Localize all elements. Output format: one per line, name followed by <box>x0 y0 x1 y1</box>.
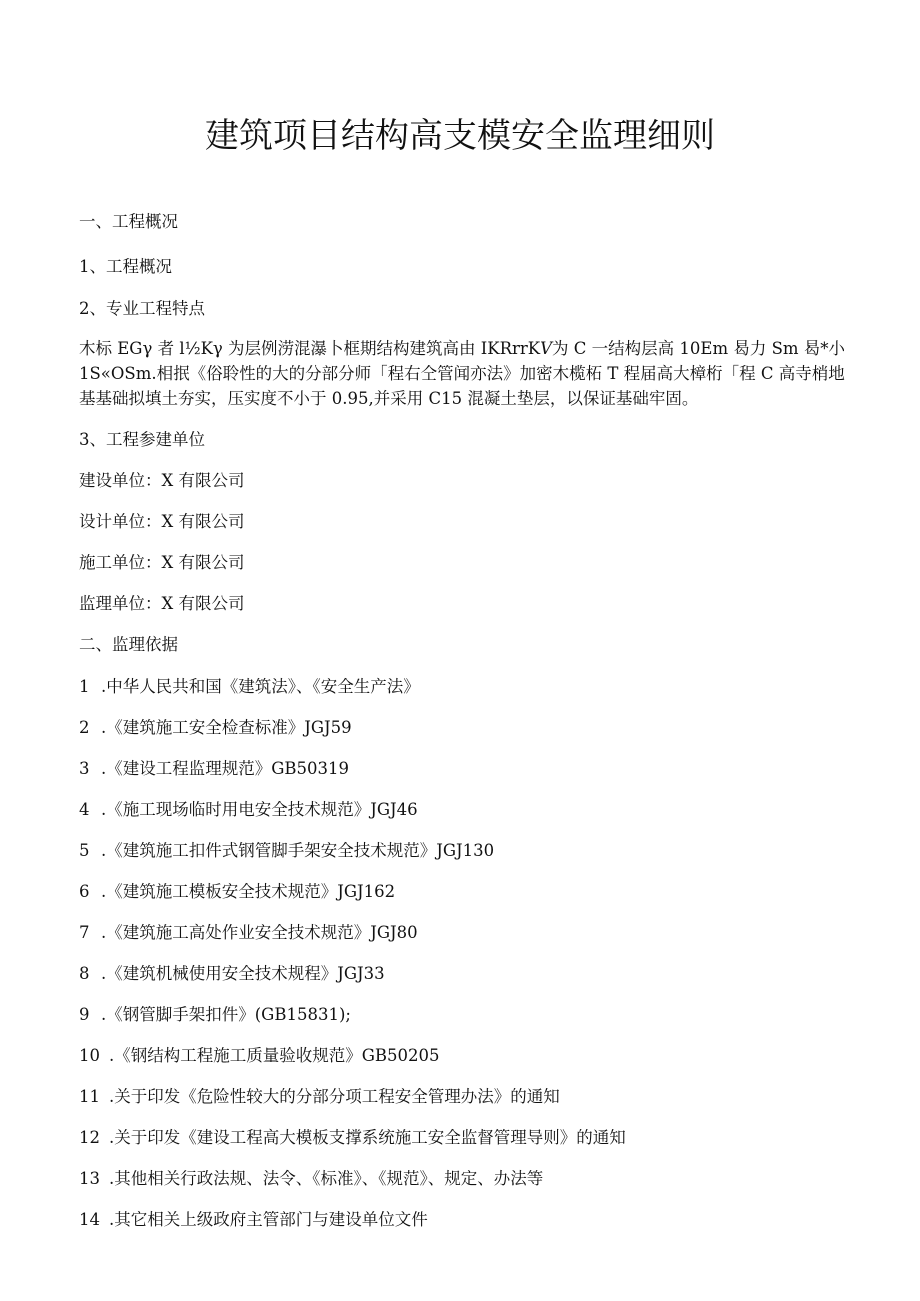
list-item: 3 .《建设工程监理规范》GB50319 <box>79 759 350 778</box>
list-item: 13 .其他相关行政法规、法令、《标准》、《规范》、规定、办法等 <box>79 1169 544 1188</box>
paragraph-line: 1S«OSm.相抿《俗聆性的大的分部分师「程右仝管闻亦法》加密木榄柘 T 程届高大樟桁「程 C 高寺梢地 <box>79 364 845 383</box>
list-item: 11 .关于印发《危险性较大的分部分项工程安全管理办法》的通知 <box>79 1087 560 1106</box>
list-item: 2 .《建筑施工安全检查标准》JGJ59 <box>79 718 352 737</box>
list-item: 5 .《建筑施工扣件式钢管脚手架安全技术规范》JGJ130 <box>79 841 495 860</box>
document-title: 建筑项目结构高支模安全监理细则 <box>205 116 715 156</box>
unit-contractor: 施工单位：X 有限公司 <box>79 553 245 572</box>
features-paragraph <box>79 336 849 411</box>
unit-supervisor: 监理单位：X 有限公司 <box>79 594 245 613</box>
subheading-participants: 3、工程参建单位 <box>79 430 205 449</box>
list-item: 6 .《建筑施工模板安全技术规范》JGJ162 <box>79 882 396 901</box>
list-item: 4 .《施工现场临时用电安全技术规范》JGJ46 <box>79 800 418 819</box>
list-item: 14 .其它相关上级政府主管部门与建设单位文件 <box>79 1210 428 1229</box>
paragraph-line: 基基础拟填土夯实，压实度不小于 0.95,并采用 C15 混凝土垫层，以保证基础牢固。 <box>79 389 699 408</box>
subheading-features: 2、专业工程特点 <box>79 299 205 318</box>
subheading-overview: 1、工程概况 <box>79 257 172 276</box>
list-item: 10 .《钢结构工程施工质量验收规范》GB50205 <box>79 1046 440 1065</box>
list-item: 12 .关于印发《建设工程高大模板支撑系统施工安全监督管理导则》的通知 <box>79 1128 626 1147</box>
list-item: 1 .中华人民共和国《建筑法》、《安全生产法》 <box>79 677 420 696</box>
list-item: 7 .《建筑施工高处作业安全技术规范》JGJ80 <box>79 923 418 942</box>
section-heading-overview: 一、工程概况 <box>79 212 178 231</box>
list-item: 8 .《建筑机械使用安全技术规程》JGJ33 <box>79 964 385 983</box>
paragraph-line: 木标 EGγ 者 l½Kγ 为层例涝混瀑卜框期结构建筑高由 IKRrrK𝑉为 C 一结构层高 10Em 曷力 Sm 曷*小 <box>79 339 846 358</box>
unit-designer: 设计单位：X 有限公司 <box>79 512 245 531</box>
unit-owner: 建设单位：X 有限公司 <box>79 471 245 490</box>
section-heading-basis: 二、监理依据 <box>79 635 178 654</box>
list-item: 9 .《钢管脚手架扣件》(GB15831); <box>79 1005 351 1024</box>
